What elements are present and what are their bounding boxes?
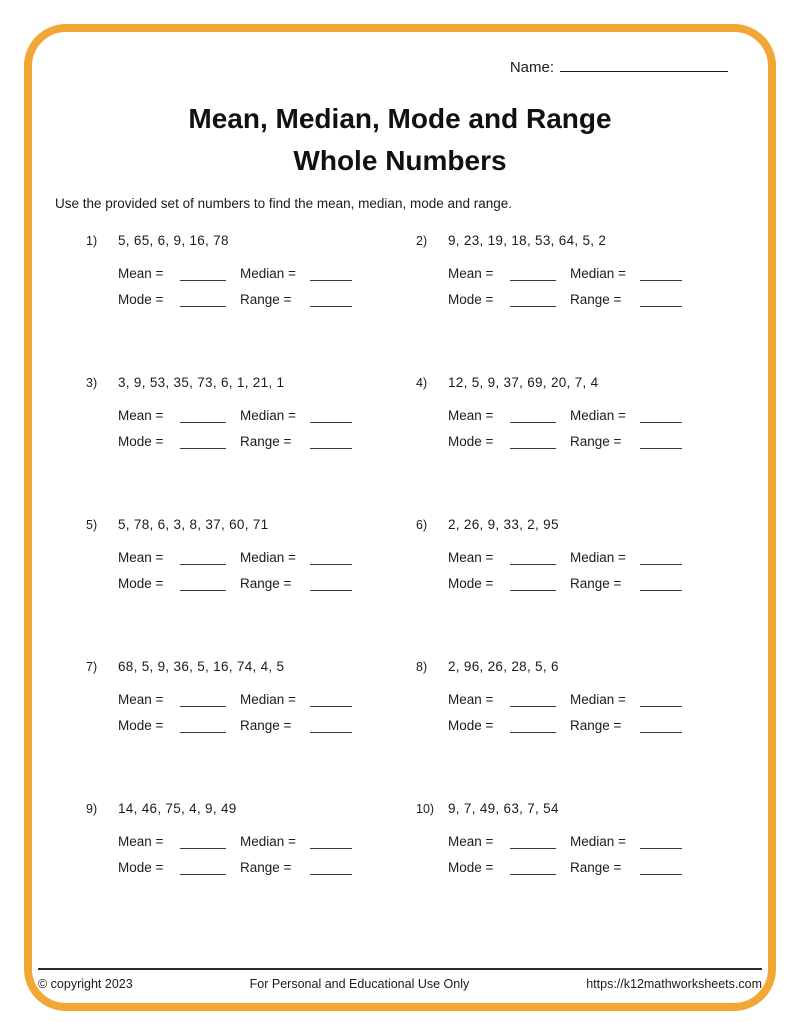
mean-label: Mean = — [448, 408, 494, 423]
median-blank — [640, 837, 682, 849]
range-blank — [310, 437, 352, 449]
name-label: Name: — [509, 59, 554, 76]
page-footer — [38, 968, 762, 991]
median-blank — [640, 269, 682, 281]
mean-label: Mean = — [448, 692, 494, 707]
problem-number: 1) — [86, 234, 98, 248]
range-label: Range = — [240, 292, 292, 307]
range-blank — [640, 295, 682, 307]
mean-label: Mean = — [448, 834, 494, 849]
mode-blank — [510, 721, 556, 733]
mode-blank — [180, 721, 226, 733]
median-blank — [310, 837, 352, 849]
number-set: 12, 5, 9, 37, 69, 20, 7, 4 — [448, 375, 599, 390]
number-set: 3, 9, 53, 35, 73, 6, 1, 21, 1 — [118, 375, 285, 390]
problem-item-8 — [416, 659, 746, 735]
mean-blank — [510, 553, 556, 565]
mode-blank — [180, 579, 226, 591]
name-blank — [560, 58, 728, 72]
title-line-2: Whole Numbers — [293, 145, 507, 176]
mean-blank — [180, 695, 226, 707]
range-label: Range = — [240, 576, 292, 591]
worksheet-content — [38, 34, 762, 1001]
problem-number: 6) — [416, 518, 428, 532]
median-label: Median = — [570, 408, 626, 423]
problem-item-5 — [86, 517, 416, 593]
mode-label: Mode = — [118, 576, 164, 591]
mode-blank — [510, 863, 556, 875]
number-set: 9, 23, 19, 18, 53, 64, 5, 2 — [448, 233, 607, 248]
range-blank — [640, 863, 682, 875]
problem-item-1 — [86, 233, 416, 309]
range-label: Range = — [240, 860, 292, 875]
problem-item-10 — [416, 801, 746, 877]
median-label: Median = — [240, 834, 296, 849]
mean-label: Mean = — [118, 692, 164, 707]
page-title — [38, 98, 762, 182]
mode-blank — [510, 437, 556, 449]
mode-blank — [510, 579, 556, 591]
number-set: 14, 46, 75, 4, 9, 49 — [118, 801, 237, 816]
range-blank — [640, 437, 682, 449]
median-blank — [310, 553, 352, 565]
copyright-text: © copyright 2023 — [38, 977, 133, 991]
range-label: Range = — [570, 434, 622, 449]
name-row — [38, 58, 762, 76]
mean-label: Mean = — [118, 550, 164, 565]
mean-blank — [180, 837, 226, 849]
range-label: Range = — [240, 434, 292, 449]
website-link[interactable]: https://k12mathworksheets.com — [586, 977, 762, 991]
range-label: Range = — [570, 576, 622, 591]
mean-label: Mean = — [118, 266, 164, 281]
usage-text: For Personal and Educational Use Only — [249, 977, 470, 991]
mode-label: Mode = — [118, 292, 164, 307]
median-blank — [310, 411, 352, 423]
mode-label: Mode = — [448, 434, 494, 449]
instruction-text: Use the provided set of numbers to find the mean, median, mode and range. — [55, 196, 513, 211]
title-line-1: Mean, Median, Mode and Range — [188, 103, 612, 134]
median-label: Median = — [570, 550, 626, 565]
number-set: 2, 26, 9, 33, 2, 95 — [448, 517, 559, 532]
mode-label: Mode = — [118, 434, 164, 449]
problem-item-9 — [86, 801, 416, 877]
range-label: Range = — [570, 292, 622, 307]
problems-grid — [86, 233, 762, 877]
mode-blank — [180, 863, 226, 875]
mean-label: Mean = — [448, 550, 494, 565]
range-blank — [640, 721, 682, 733]
median-blank — [640, 553, 682, 565]
mode-label: Mode = — [448, 292, 494, 307]
median-blank — [310, 269, 352, 281]
range-blank — [640, 579, 682, 591]
number-set: 9, 7, 49, 63, 7, 54 — [448, 801, 559, 816]
problem-number: 4) — [416, 376, 428, 390]
mode-blank — [180, 295, 226, 307]
problem-item-6 — [416, 517, 746, 593]
mean-label: Mean = — [118, 408, 164, 423]
problem-item-3 — [86, 375, 416, 451]
problem-number: 2) — [416, 234, 428, 248]
median-blank — [640, 695, 682, 707]
problem-number: 8) — [416, 660, 428, 674]
median-label: Median = — [240, 408, 296, 423]
mode-blank — [510, 295, 556, 307]
range-blank — [310, 863, 352, 875]
median-label: Median = — [570, 834, 626, 849]
mean-label: Mean = — [118, 834, 164, 849]
median-label: Median = — [570, 266, 626, 281]
mode-blank — [180, 437, 226, 449]
problem-number: 7) — [86, 660, 98, 674]
problem-item-7 — [86, 659, 416, 735]
mode-label: Mode = — [118, 860, 164, 875]
number-set: 2, 96, 26, 28, 5, 6 — [448, 659, 559, 674]
mode-label: Mode = — [448, 718, 494, 733]
problem-item-2 — [416, 233, 746, 309]
mean-blank — [180, 411, 226, 423]
median-blank — [310, 695, 352, 707]
range-label: Range = — [570, 718, 622, 733]
number-set: 5, 65, 6, 9, 16, 78 — [118, 233, 229, 248]
problem-number: 3) — [86, 376, 98, 390]
mean-blank — [510, 269, 556, 281]
median-label: Median = — [240, 550, 296, 565]
median-blank — [640, 411, 682, 423]
mode-label: Mode = — [448, 860, 494, 875]
range-label: Range = — [240, 718, 292, 733]
mean-blank — [510, 837, 556, 849]
problem-number: 9) — [86, 802, 98, 816]
number-set: 68, 5, 9, 36, 5, 16, 74, 4, 5 — [118, 659, 285, 674]
problem-number: 5) — [86, 518, 98, 532]
problem-item-4 — [416, 375, 746, 451]
mean-blank — [180, 269, 226, 281]
mean-blank — [180, 553, 226, 565]
median-label: Median = — [570, 692, 626, 707]
range-blank — [310, 579, 352, 591]
median-label: Median = — [240, 692, 296, 707]
mode-label: Mode = — [118, 718, 164, 733]
range-label: Range = — [570, 860, 622, 875]
median-label: Median = — [240, 266, 296, 281]
mean-label: Mean = — [448, 266, 494, 281]
number-set: 5, 78, 6, 3, 8, 37, 60, 71 — [118, 517, 269, 532]
problem-number: 10) — [416, 802, 435, 816]
mean-blank — [510, 695, 556, 707]
range-blank — [310, 295, 352, 307]
mode-label: Mode = — [448, 576, 494, 591]
range-blank — [310, 721, 352, 733]
mean-blank — [510, 411, 556, 423]
